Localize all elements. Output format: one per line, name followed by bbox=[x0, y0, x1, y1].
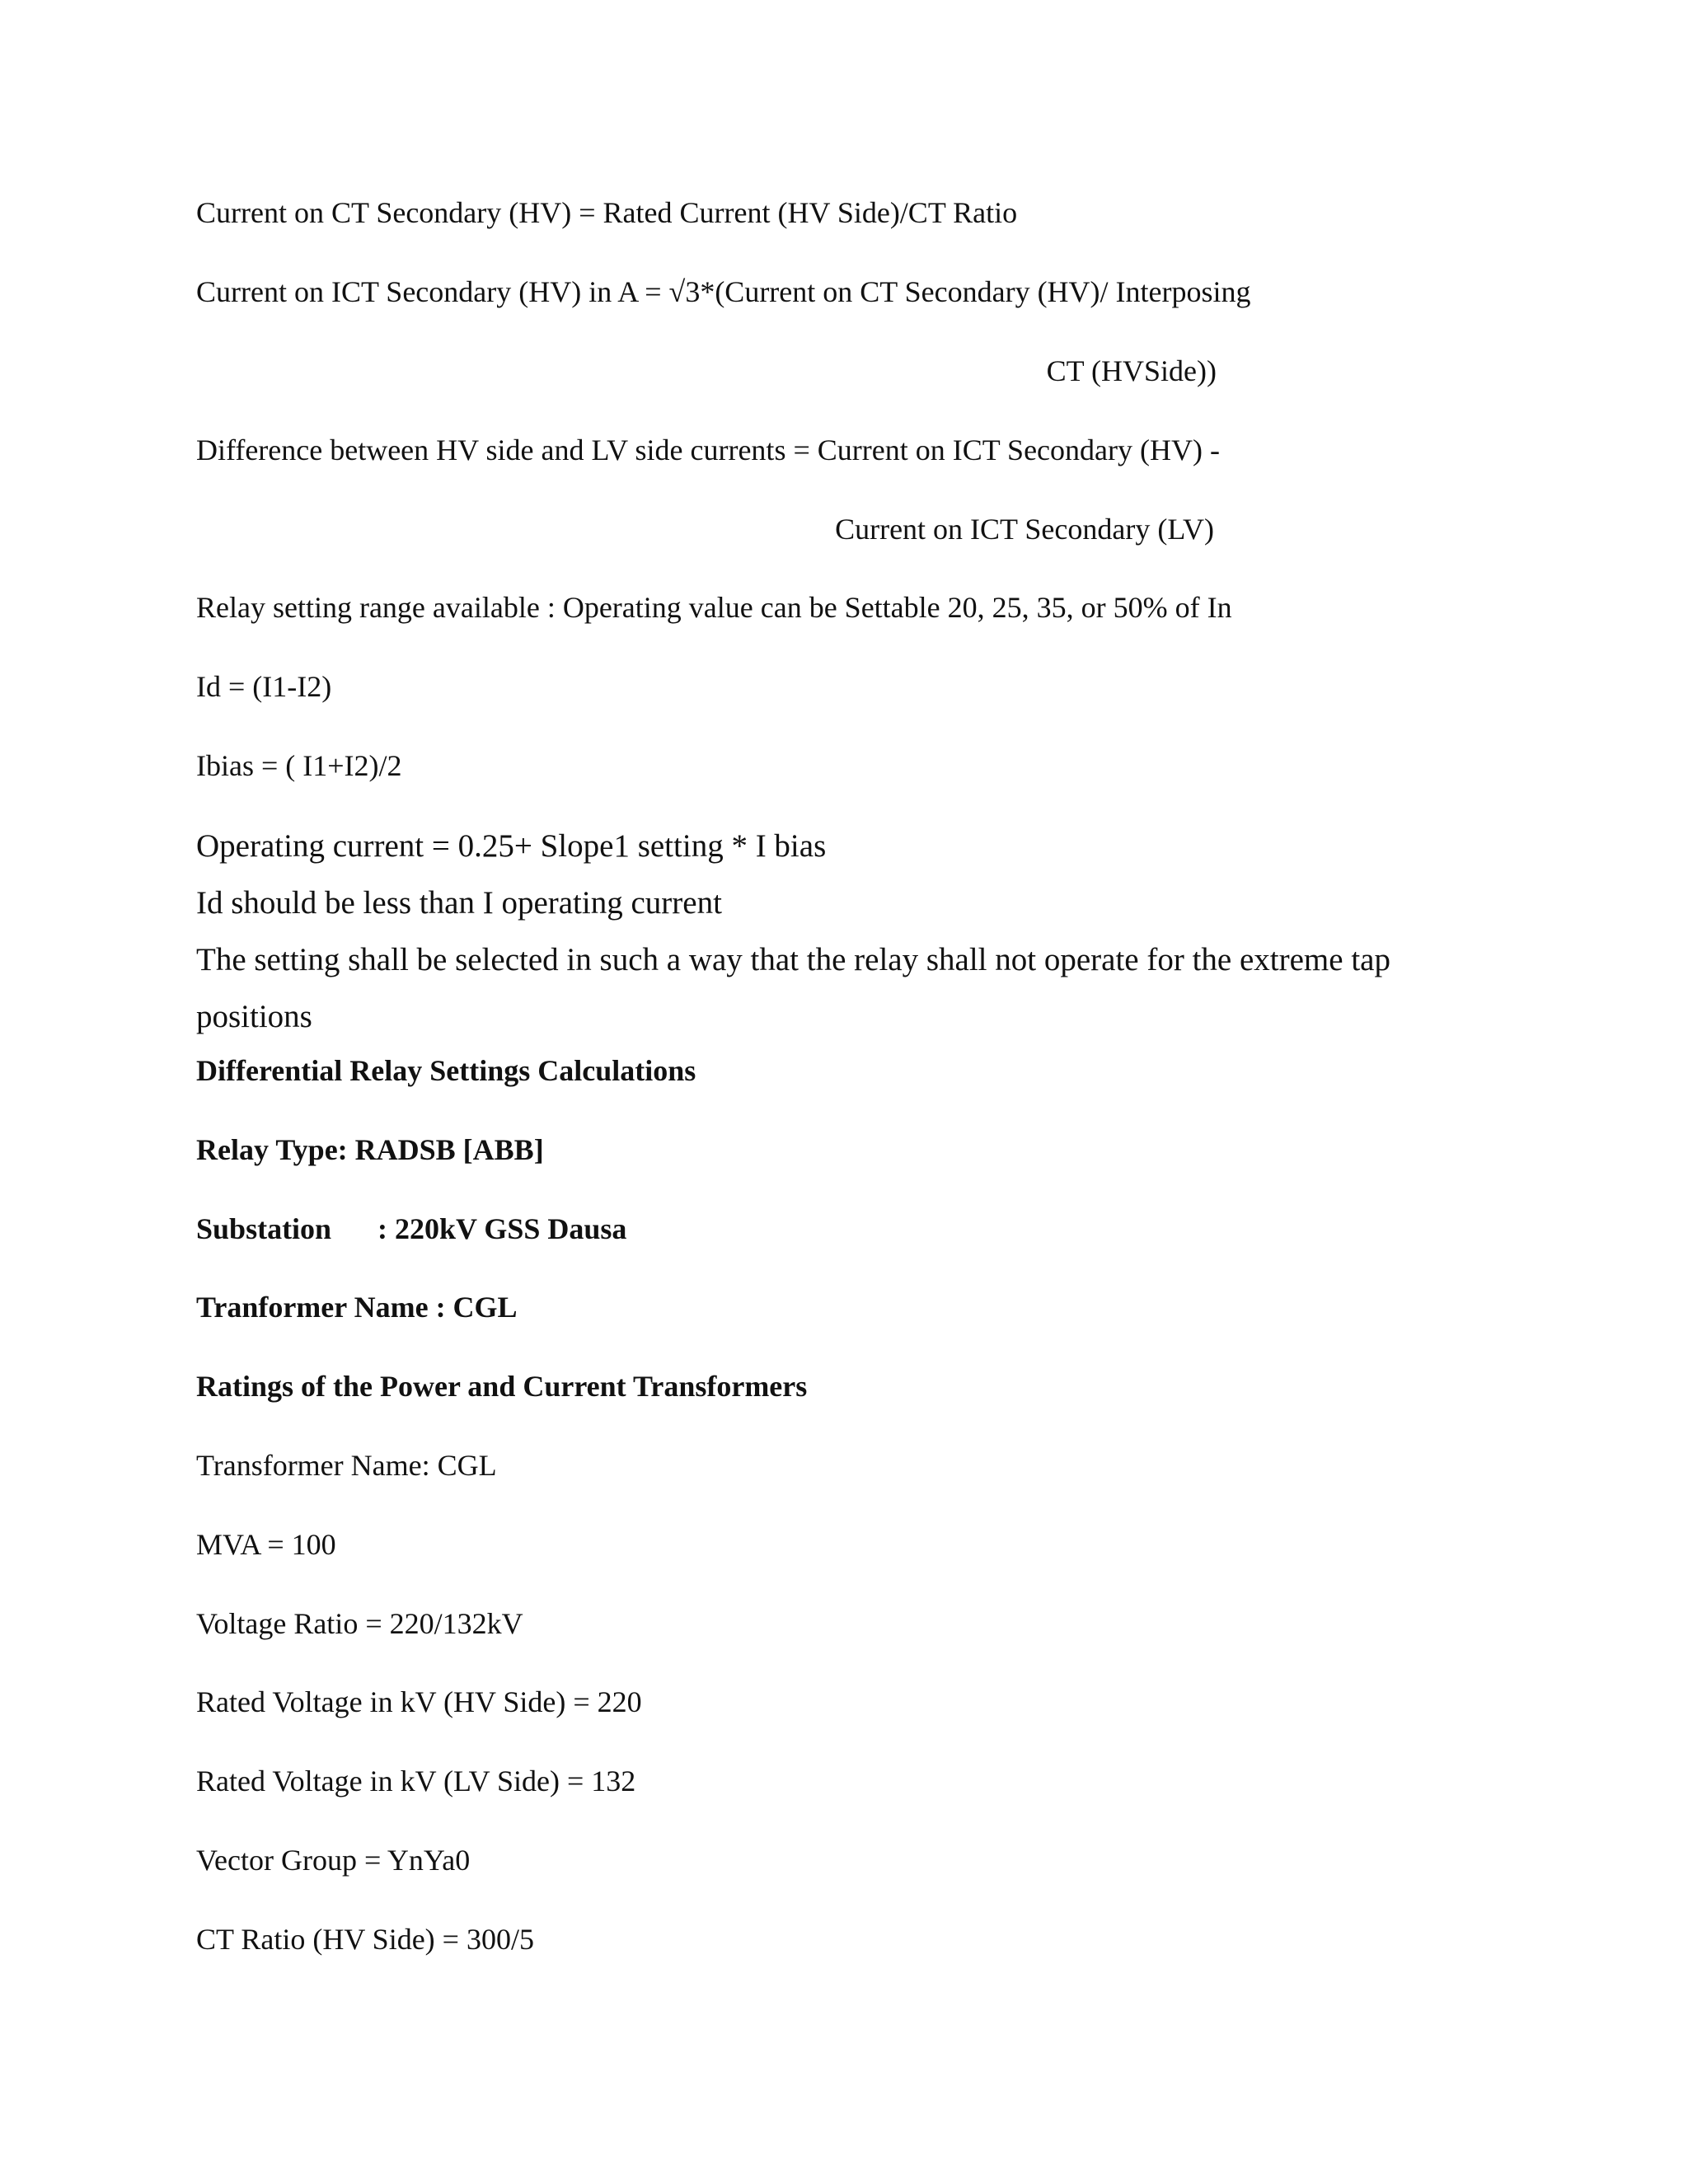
transformer-name-line: Transformer Name: CGL bbox=[196, 1449, 497, 1482]
difference-line: Difference between HV side and LV side currents = Current on ICT Secondary (HV) - bbox=[196, 434, 1220, 466]
substation-value: : 220kV GSS Dausa bbox=[377, 1212, 627, 1245]
setting-note-line: The setting shall be selected in such a way that the relay shall not operate for the extreme tap bbox=[196, 942, 1390, 977]
rated-voltage-hv-line: Rated Voltage in kV (HV Side) = 220 bbox=[196, 1685, 642, 1718]
ict-secondary-hv-line: Current on ICT Secondary (HV) in A = √3*(Current on CT Secondary (HV)/ Interposing bbox=[196, 275, 1251, 308]
relay-range-line: Relay setting range available : Operating value can be Settable 20, 25, 35, or 50% of In bbox=[196, 591, 1232, 624]
calc-title-heading: Differential Relay Settings Calculations bbox=[196, 1054, 696, 1087]
ibias-formula: Ibias = ( I1+I2)/2 bbox=[196, 749, 402, 782]
id-condition-line: Id should be less than I operating current bbox=[196, 885, 722, 921]
substation-label: Substation bbox=[196, 1212, 332, 1245]
ratings-title-heading: Ratings of the Power and Current Transformers bbox=[196, 1370, 808, 1403]
relay-type-heading: Relay Type: RADSB [ABB] bbox=[196, 1133, 544, 1166]
ct-ratio-hv-line: CT Ratio (HV Side) = 300/5 bbox=[196, 1923, 534, 1956]
mva-line: MVA = 100 bbox=[196, 1528, 336, 1561]
ict-secondary-hv-continuation: CT (HVSide)) bbox=[1046, 354, 1217, 387]
voltage-ratio-line: Voltage Ratio = 220/132kV bbox=[196, 1607, 523, 1640]
ct-secondary-hv-line: Current on CT Secondary (HV) = Rated Current (HV Side)/CT Ratio bbox=[196, 196, 1018, 229]
substation-heading bbox=[196, 1211, 626, 1247]
id-formula: Id = (I1-I2) bbox=[196, 670, 332, 703]
rated-voltage-lv-line: Rated Voltage in kV (LV Side) = 132 bbox=[196, 1765, 636, 1797]
difference-continuation: Current on ICT Secondary (LV) bbox=[835, 513, 1214, 546]
transformer-name-heading: Tranformer Name : CGL bbox=[196, 1291, 518, 1324]
setting-note-continuation: positions bbox=[196, 999, 312, 1034]
operating-current-formula: Operating current = 0.25+ Slope1 setting * I bias bbox=[196, 828, 827, 864]
vector-group-line: Vector Group = YnYa0 bbox=[196, 1844, 471, 1877]
